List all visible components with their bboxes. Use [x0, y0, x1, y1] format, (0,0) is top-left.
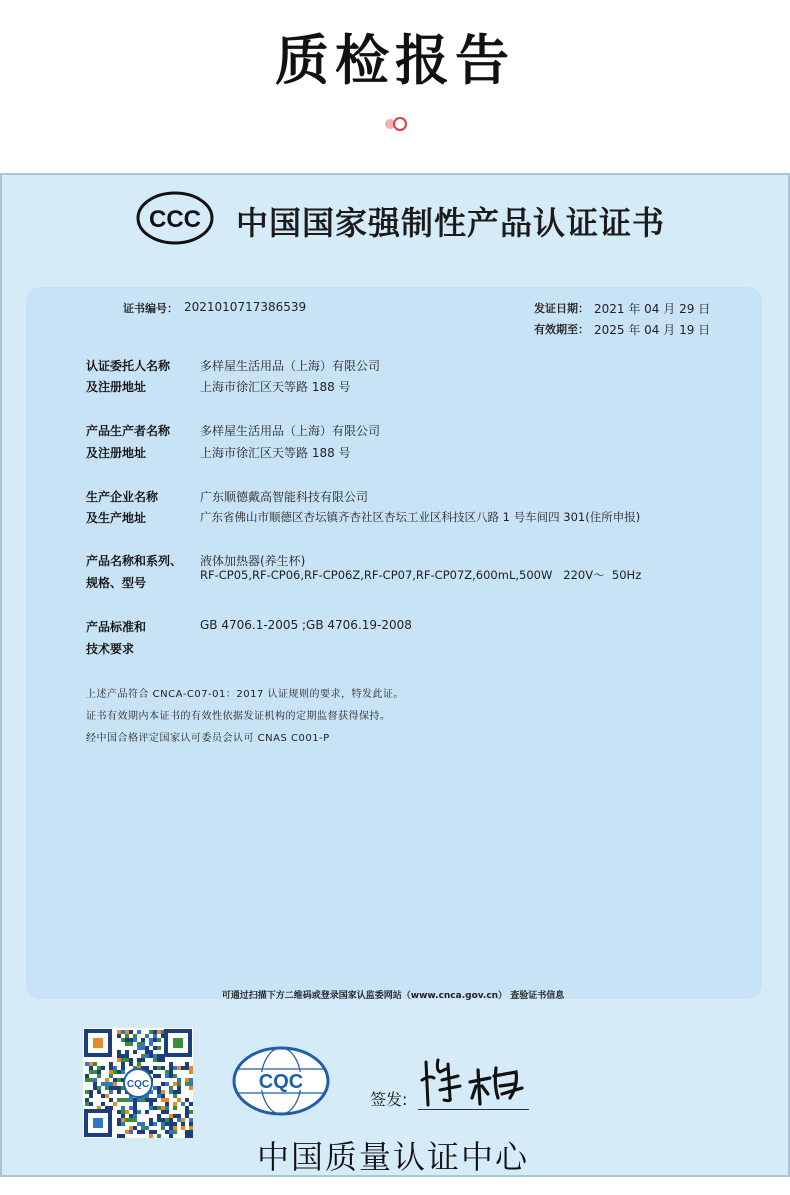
section-label: 产品名称和系列、	[86, 554, 183, 568]
section-label: 产品生产者名称	[86, 424, 171, 438]
qr-module	[157, 1066, 161, 1070]
qr-module	[141, 1046, 145, 1050]
qr-module	[97, 1086, 101, 1090]
qr-module	[117, 1090, 121, 1094]
qr-module	[141, 1058, 145, 1062]
qr-module	[185, 1078, 189, 1082]
qr-module	[89, 1090, 93, 1094]
cqc-logo-icon	[231, 1045, 331, 1117]
qr-module	[113, 1078, 117, 1082]
qr-module	[145, 1126, 149, 1130]
qr-module	[97, 1070, 101, 1074]
qr-module	[181, 1122, 185, 1126]
section-label: 规格、型号	[86, 576, 147, 590]
qr-module	[149, 1098, 153, 1102]
qr-module	[169, 1066, 173, 1070]
qr-module	[157, 1074, 161, 1078]
qr-module	[121, 1114, 125, 1118]
qr-module	[153, 1030, 157, 1034]
section-label: 产品标准和	[86, 620, 147, 634]
qr-module	[149, 1038, 153, 1042]
qr-module	[189, 1070, 193, 1074]
qr-module	[133, 1118, 137, 1122]
qr-module	[129, 1106, 133, 1110]
statement-line: 经中国合格评定国家认可委员会认可 CNAS C001-P	[86, 733, 330, 744]
qr-module	[189, 1086, 193, 1090]
qr-module	[113, 1086, 117, 1090]
qr-module	[189, 1110, 193, 1114]
verify-note: 可通过扫描下方二维码或登录国家认监委网站（www.cnca.gov.cn） 查验证书信息	[221, 991, 565, 1001]
qr-module	[137, 1058, 141, 1062]
cert-number-label: 证书编号：	[123, 302, 178, 315]
qr-module	[97, 1074, 101, 1078]
qr-module	[145, 1098, 149, 1102]
qr-module	[141, 1126, 145, 1130]
qr-module	[149, 1030, 153, 1034]
qr-module	[117, 1070, 121, 1074]
qr-module	[189, 1118, 193, 1122]
qr-module	[165, 1118, 169, 1122]
qr-module	[157, 1118, 161, 1122]
qr-module	[109, 1070, 113, 1074]
qr-module	[169, 1090, 173, 1094]
statement-line: 上述产品符合 CNCA-C07-01：2017 认证规则的要求，特发此证。	[86, 689, 405, 700]
qr-module	[117, 1098, 121, 1102]
qr-module	[145, 1054, 149, 1058]
qr-module	[157, 1054, 161, 1058]
signature-line	[418, 1109, 529, 1110]
qr-module	[125, 1050, 129, 1054]
qr-module	[161, 1126, 165, 1130]
qr-module	[117, 1058, 121, 1062]
qr-module	[153, 1098, 157, 1102]
qr-module	[189, 1126, 193, 1130]
qr-module	[161, 1122, 165, 1126]
qr-module	[121, 1062, 125, 1066]
qr-module	[177, 1114, 181, 1118]
qr-module	[165, 1122, 169, 1126]
qr-module	[121, 1058, 125, 1062]
section-value: 广东顺德戴高智能科技有限公司	[200, 490, 369, 504]
qr-module	[125, 1110, 129, 1114]
qr-module	[137, 1046, 141, 1050]
qr-module	[93, 1070, 97, 1074]
sign-label: 签发:	[370, 1090, 408, 1109]
qr-module	[157, 1094, 161, 1098]
qr-module	[189, 1078, 193, 1082]
qr-module	[117, 1122, 121, 1126]
qr-module	[89, 1066, 93, 1070]
qr-module	[93, 1062, 97, 1066]
signature-icon	[418, 1050, 533, 1112]
qr-module	[85, 1062, 89, 1066]
cqc-logo-text: CQC	[258, 1071, 304, 1093]
qr-module	[161, 1066, 165, 1070]
qr-module	[189, 1082, 193, 1086]
qr-module	[157, 1106, 161, 1110]
qr-code-icon[interactable]	[83, 1028, 193, 1138]
qr-module	[85, 1098, 89, 1102]
qr-module	[181, 1102, 185, 1106]
qr-module	[129, 1126, 133, 1130]
qr-module	[89, 1070, 93, 1074]
qr-module	[85, 1078, 89, 1082]
qr-module	[161, 1082, 165, 1086]
qr-module	[109, 1082, 113, 1086]
qr-module	[169, 1074, 173, 1078]
qr-module	[177, 1066, 181, 1070]
qr-module	[149, 1054, 153, 1058]
qr-module	[153, 1058, 157, 1062]
qr-module	[169, 1122, 173, 1126]
qr-module	[165, 1082, 169, 1086]
qr-module	[177, 1078, 181, 1082]
qr-module	[145, 1110, 149, 1114]
qr-module	[149, 1102, 153, 1106]
qr-module	[117, 1034, 121, 1038]
qr-module	[173, 1102, 177, 1106]
qr-module	[133, 1110, 137, 1114]
qr-module	[89, 1094, 93, 1098]
qr-module	[117, 1030, 121, 1034]
section-value: 多样屋生活用品（上海）有限公司	[200, 359, 381, 373]
qr-module	[101, 1102, 105, 1106]
qr-module	[121, 1070, 125, 1074]
qr-module	[173, 1114, 177, 1118]
qr-module	[153, 1106, 157, 1110]
qr-module	[177, 1118, 181, 1122]
qr-module	[117, 1118, 121, 1122]
qr-module	[185, 1082, 189, 1086]
qr-module	[149, 1050, 153, 1054]
qr-module	[129, 1062, 133, 1066]
qr-module	[117, 1054, 121, 1058]
qr-module	[125, 1034, 129, 1038]
qr-module	[117, 1110, 121, 1114]
qr-module	[141, 1038, 145, 1042]
qr-module	[169, 1062, 173, 1066]
qr-module	[173, 1122, 177, 1126]
qr-module	[129, 1058, 133, 1062]
qr-module	[121, 1110, 125, 1114]
qr-module	[141, 1098, 145, 1102]
qr-module	[153, 1074, 157, 1078]
qr-module	[145, 1034, 149, 1038]
pagination-dot-active[interactable]	[393, 117, 407, 131]
statement-line: 证书有效期内本证书的有效性依据发证机构的定期监督获得保持。	[86, 711, 391, 722]
qr-module	[133, 1114, 137, 1118]
qr-module	[97, 1066, 101, 1070]
qr-module	[125, 1098, 129, 1102]
ccc-logo-icon	[135, 190, 215, 246]
certificate-heading: 中国国家强制性产品认证证书	[236, 204, 666, 242]
qr-module	[173, 1082, 177, 1086]
qr-module	[185, 1062, 189, 1066]
qr-module	[157, 1030, 161, 1034]
section-value: GB 4706.1-2005 ;GB 4706.19-2008	[200, 618, 412, 632]
qr-module	[85, 1090, 89, 1094]
qr-module	[125, 1042, 129, 1046]
qr-module	[125, 1118, 129, 1122]
qr-module	[137, 1122, 141, 1126]
qr-module	[121, 1038, 125, 1042]
qr-module	[177, 1086, 181, 1090]
qr-module	[177, 1098, 181, 1102]
qr-module	[117, 1086, 121, 1090]
qr-module	[113, 1070, 117, 1074]
qr-module	[105, 1078, 109, 1082]
qr-module	[101, 1094, 105, 1098]
qr-module	[185, 1114, 189, 1118]
qr-module	[153, 1046, 157, 1050]
qr-module	[101, 1082, 105, 1086]
qr-module	[125, 1038, 129, 1042]
qr-module	[185, 1098, 189, 1102]
qr-module	[85, 1074, 89, 1078]
qr-module	[145, 1066, 149, 1070]
qr-module	[173, 1090, 177, 1094]
qr-module	[157, 1090, 161, 1094]
qr-module	[89, 1102, 93, 1106]
qr-module	[173, 1074, 177, 1078]
qr-module	[113, 1102, 117, 1106]
issuer-name: 中国质量认证中心	[256, 1138, 529, 1176]
qr-module	[165, 1110, 169, 1114]
qr-module	[173, 1094, 177, 1098]
qr-module	[125, 1054, 129, 1058]
section-value: 广东省佛山市顺德区杏坛镇齐杏社区杏坛工业区科技区八路 1 号车间四 301(住所申报)	[200, 510, 641, 524]
qr-module	[105, 1082, 109, 1086]
qr-module	[117, 1050, 121, 1054]
qr-center-logo-text: CQC	[126, 1079, 150, 1090]
qr-module	[117, 1078, 121, 1082]
qr-module	[185, 1106, 189, 1110]
qr-module	[149, 1106, 153, 1110]
qr-module	[141, 1122, 145, 1126]
qr-module	[93, 1078, 97, 1082]
qr-module	[145, 1050, 149, 1054]
qr-module	[121, 1122, 125, 1126]
qr-module	[121, 1106, 125, 1110]
qr-module	[133, 1106, 137, 1110]
expiry-date: 2025 年 04 月 19 日	[594, 323, 711, 337]
qr-module	[121, 1054, 125, 1058]
qr-module	[161, 1118, 165, 1122]
qr-module	[105, 1094, 109, 1098]
qr-module	[93, 1086, 97, 1090]
qr-module	[133, 1050, 137, 1054]
qr-module	[137, 1098, 141, 1102]
qr-module	[165, 1070, 169, 1074]
cert-number: 2021010717386539	[184, 300, 307, 314]
qr-module	[113, 1066, 117, 1070]
qr-module	[157, 1086, 161, 1090]
qr-module	[97, 1090, 101, 1094]
section-label: 及注册地址	[86, 380, 147, 394]
qr-module	[109, 1086, 113, 1090]
qr-module	[137, 1042, 141, 1046]
qr-module	[121, 1098, 125, 1102]
qr-module	[105, 1086, 109, 1090]
section-label: 认证委托人名称	[86, 359, 171, 373]
qr-module	[153, 1086, 157, 1090]
qr-module	[189, 1102, 193, 1106]
issue-date: 2021 年 04 月 29 日	[594, 302, 711, 316]
qr-module	[121, 1118, 125, 1122]
qr-module	[93, 1082, 97, 1086]
qr-module	[133, 1126, 137, 1130]
qr-module	[121, 1030, 125, 1034]
qr-module	[133, 1038, 137, 1042]
qr-module	[153, 1034, 157, 1038]
section-value: RF-CP05,RF-CP06,RF-CP06Z,RF-CP07,RF-CP07Z,600mL,500W 220V～ 50Hz	[200, 568, 642, 582]
qr-module	[169, 1070, 173, 1074]
qr-module	[133, 1098, 137, 1102]
qr-module	[169, 1126, 173, 1130]
qr-module	[133, 1034, 137, 1038]
qr-module	[89, 1078, 93, 1082]
section-label: 及注册地址	[86, 446, 147, 460]
qr-module	[153, 1038, 157, 1042]
qr-module	[181, 1066, 185, 1070]
qr-module	[165, 1106, 169, 1110]
qr-module	[109, 1074, 113, 1078]
qr-module	[149, 1122, 153, 1126]
expiry-date-label: 有效期至：	[534, 323, 589, 336]
qr-module	[153, 1054, 157, 1058]
qr-module	[109, 1090, 113, 1094]
qr-module	[157, 1114, 161, 1118]
section-value: 上海市徐汇区天等路 188 号	[200, 380, 351, 394]
qr-module	[125, 1030, 129, 1034]
qr-module	[129, 1038, 133, 1042]
ccc-logo-text: CCC	[149, 206, 201, 233]
qr-module	[85, 1102, 89, 1106]
qr-module	[169, 1086, 173, 1090]
qr-module	[161, 1098, 165, 1102]
qr-module	[149, 1042, 153, 1046]
qr-module	[109, 1098, 113, 1102]
qr-module	[165, 1102, 169, 1106]
qr-module	[177, 1090, 181, 1094]
section-label: 技术要求	[86, 642, 135, 656]
qr-module	[165, 1098, 169, 1102]
qr-module	[89, 1062, 93, 1066]
section-value: 液体加热器(养生杯)	[200, 554, 306, 568]
qr-module	[173, 1106, 177, 1110]
qr-module	[153, 1066, 157, 1070]
qr-module	[165, 1074, 169, 1078]
qr-module	[125, 1058, 129, 1062]
qr-module	[157, 1046, 161, 1050]
qr-module	[153, 1122, 157, 1126]
qr-module	[169, 1114, 173, 1118]
qr-module	[161, 1058, 165, 1062]
qr-module	[129, 1114, 133, 1118]
qr-module	[169, 1118, 173, 1122]
qr-module	[185, 1066, 189, 1070]
qr-module	[173, 1126, 177, 1130]
qr-module	[129, 1118, 133, 1122]
section-value: 多样屋生活用品（上海）有限公司	[200, 424, 381, 438]
qr-module	[137, 1110, 141, 1114]
qr-module	[181, 1118, 185, 1122]
qr-module	[133, 1102, 137, 1106]
qr-module	[121, 1066, 125, 1070]
qr-module	[161, 1106, 165, 1110]
qr-module	[185, 1110, 189, 1114]
qr-module	[101, 1066, 105, 1070]
qr-module	[181, 1126, 185, 1130]
qr-module	[149, 1118, 153, 1122]
qr-module	[129, 1098, 133, 1102]
page-title: 质检报告	[275, 29, 515, 92]
qr-module	[129, 1030, 133, 1034]
qr-module	[189, 1122, 193, 1126]
qr-module	[161, 1094, 165, 1098]
pagination-dots[interactable]	[385, 117, 409, 131]
qr-module	[173, 1066, 177, 1070]
section-label: 及生产地址	[86, 511, 147, 525]
issue-date-label: 发证日期：	[534, 302, 589, 315]
qr-module	[157, 1038, 161, 1042]
section-value: 上海市徐汇区天等路 188 号	[200, 446, 351, 460]
qr-module	[189, 1066, 193, 1070]
qr-module	[141, 1054, 145, 1058]
qr-module	[145, 1046, 149, 1050]
qr-module	[109, 1062, 113, 1066]
qr-module	[113, 1082, 117, 1086]
qr-module	[109, 1066, 113, 1070]
qr-module	[141, 1042, 145, 1046]
qr-module	[149, 1070, 153, 1074]
qr-module	[161, 1090, 165, 1094]
qr-module	[137, 1062, 141, 1066]
qr-module	[137, 1030, 141, 1034]
qr-module	[129, 1042, 133, 1046]
qr-module	[157, 1058, 161, 1062]
qr-module	[161, 1110, 165, 1114]
section-label: 生产企业名称	[86, 490, 159, 504]
qr-module	[177, 1082, 181, 1086]
